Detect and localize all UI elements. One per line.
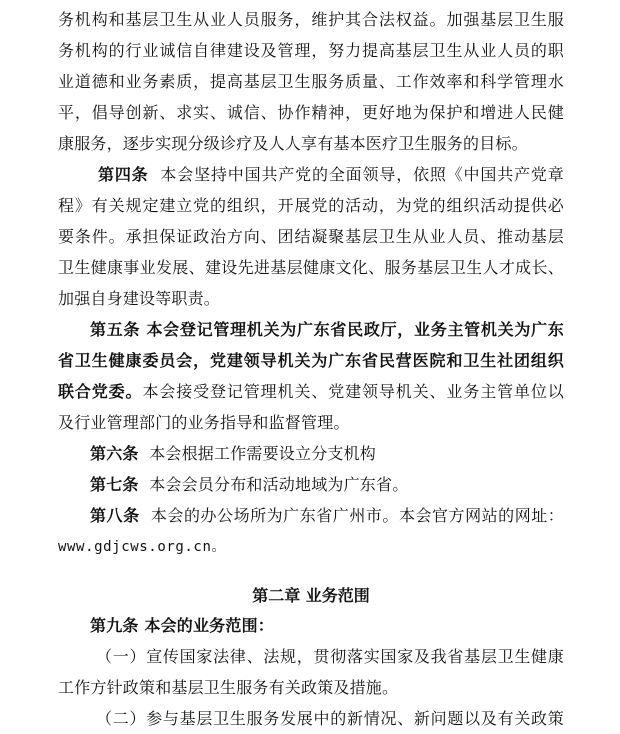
article-6-text: 本会根据工作需要设立分支机构 (149, 444, 376, 463)
article-5-line-1: 第五条 本会登记管理机关为广东省民政厅，业务主管机关为广东 (90, 320, 564, 339)
scope-item-2-line-1: （二）参与基层卫生服务发展中的新情况、新问题以及有关政策 (96, 709, 564, 728)
scope-item-1-line-2: 工作方针政策和基层卫生服务有关政策及措施。 (58, 678, 399, 697)
paragraph-line: 业道德和业务素质，提高基层卫生服务质量、工作效率和科学管理水 (58, 72, 564, 91)
article-8-line (90, 506, 564, 526)
paragraph-line: 康服务，逐步实现分级诊疗及人人享有基本医疗卫生服务的目标。 (58, 134, 528, 153)
scope-item-1-line-1: （一）宣传国家法律、法规，贯彻落实国家及我省基层卫生健康 (96, 647, 564, 666)
article-9-heading: 第九条 本会的业务范围： (90, 616, 274, 635)
article-4-line-2: 程》有关规定建立党的组织，开展党的活动，为党的组织活动提供必 (58, 196, 564, 215)
article-6-line (90, 444, 564, 464)
article-4-line-5: 加强自身建设等职责。 (58, 289, 221, 308)
paragraph-line: 务机构和基层卫生从业人员服务，维护其合法权益。加强基层卫生服 (58, 10, 564, 29)
article-4-line-3: 要条件。承担保证政治方向、团结凝聚基层卫生从业人员、推动基层 (58, 227, 564, 246)
article-8-text: 本会的办公场所为广东省广州市。本会官方网站的网址： (150, 506, 564, 525)
article-4-text: 本会坚持中国共产党的全面领导，依照《中国共产党章 (160, 165, 564, 184)
article-7-line (90, 475, 564, 495)
article-8-heading: 第八条 (90, 506, 140, 525)
article-6-heading: 第六条 (90, 444, 139, 463)
chapter-title: 第二章 业务范围 (252, 586, 370, 605)
article-5-line-2: 省卫生健康委员会，党建领导机关为广东省民营医院和卫生社团组织 (58, 351, 564, 370)
article-5-line-3 (58, 382, 564, 402)
article-5-text: 本会接受登记管理机关、党建领导机关、业务主管单位以 (142, 382, 564, 401)
paragraph-line: 平，倡导创新、求实、诚信、协作精神，更好地为保护和增进人民健 (58, 103, 564, 122)
article-7-heading: 第七条 (90, 475, 139, 494)
article-7-text: 本会会员分布和活动地域为广东省。 (149, 475, 409, 494)
article-5-bold-segment: 联合党委。 (58, 382, 143, 401)
website-url: www.gdjcws.org.cn。 (58, 539, 227, 555)
paragraph-line: 务机构的行业诚信自律建设及管理，努力提高基层卫生从业人员的职 (58, 41, 564, 60)
article-4-line-1 (98, 165, 564, 185)
article-5-line-4: 及行业管理部门的业务指导和监督管理。 (58, 413, 350, 432)
article-4-heading: 第四条 (98, 165, 149, 184)
article-4-line-4: 卫生健康事业发展、建设先进基层健康文化、服务基层卫生人才成长、 (58, 258, 564, 277)
